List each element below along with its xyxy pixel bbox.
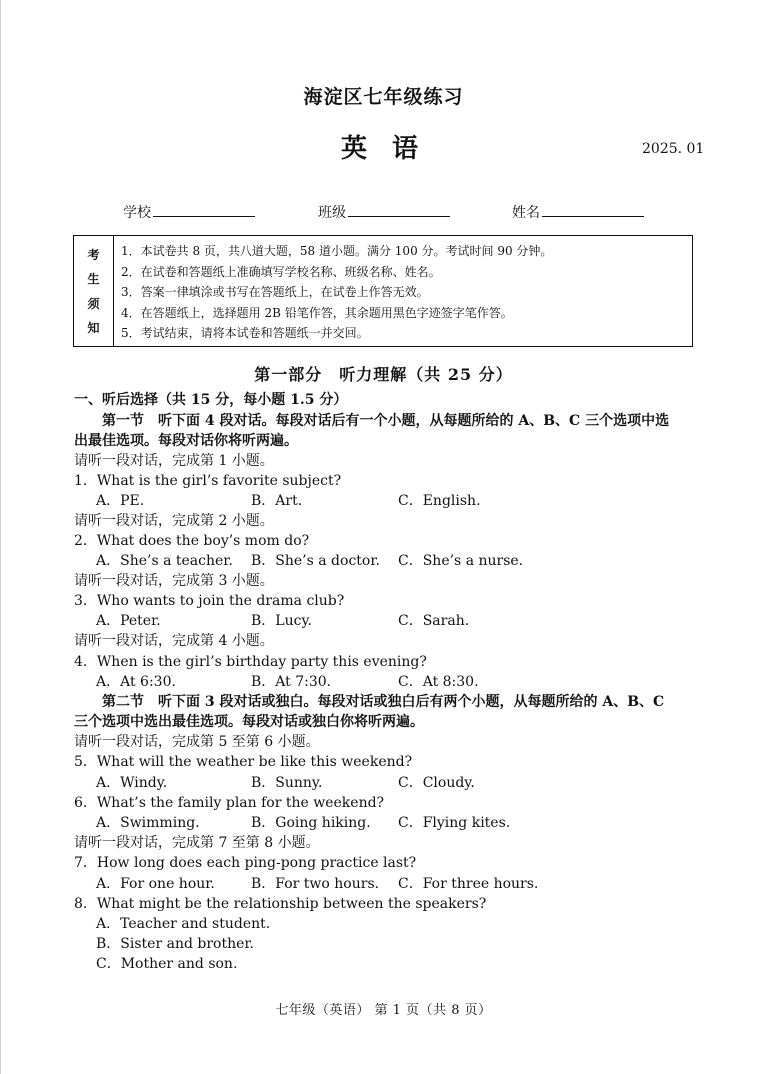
option-a[interactable]: A．Swimming. (96, 815, 200, 831)
notice-items (114, 236, 692, 346)
question-stem: 1．What is the girl’s favorite subject? (74, 473, 342, 489)
option-a[interactable]: A．At 6:30. (96, 674, 176, 690)
notice-item: 2．在试卷和答题纸上准确填写学校名称、班级名称、姓名。 (121, 264, 441, 279)
option-c[interactable]: C．Mother and son. (96, 956, 238, 972)
option-b[interactable]: B．Sunny. (251, 775, 323, 791)
question-stem: 5．What will the weather be like this weekend? (74, 754, 413, 770)
part1-title: 第一部分 听力理解（共 25 分） (254, 365, 513, 384)
notice-label-char: 生 (87, 272, 100, 287)
notice-label (74, 236, 114, 346)
question-stem: 2．What does the boy’s mom do? (74, 533, 310, 549)
exam-date: 2025. 01 (642, 141, 705, 157)
instruction-q5-6: 请听一段对话，完成第 5 至第 6 小题。 (74, 734, 320, 750)
option-c[interactable]: C．She’s a nurse. (398, 553, 524, 569)
option-b[interactable]: B．Lucy. (251, 613, 312, 629)
student-info-row (1, 202, 765, 224)
instruction-q2: 请听一段对话，完成第 2 小题。 (74, 513, 274, 529)
class-blank[interactable] (348, 202, 450, 217)
notice-label-char: 须 (87, 296, 100, 311)
option-a[interactable]: A．PE. (96, 493, 145, 509)
question-stem: 6．What’s the family plan for the weekend? (74, 795, 385, 811)
option-a[interactable]: A．Windy. (96, 775, 168, 791)
question-stem: 3．Who wants to join the drama club? (74, 593, 345, 609)
notice-item: 1．本试卷共 8 页，共八道大题，58 道小题。满分 100 分。考试时间 90 分钟。 (121, 244, 553, 258)
school-field[interactable] (123, 202, 255, 222)
option-a[interactable]: A．For one hour. (96, 876, 215, 892)
option-b[interactable]: B．At 7:30. (251, 674, 332, 690)
option-a[interactable]: A．Peter. (96, 613, 161, 629)
instruction-q4: 请听一段对话，完成第 4 小题。 (74, 633, 274, 649)
school-blank[interactable] (153, 202, 255, 217)
option-c[interactable]: C．At 8:30. (398, 674, 479, 690)
option-a[interactable]: A．She’s a teacher. (96, 553, 233, 569)
option-c[interactable]: C．For three hours. (398, 876, 539, 892)
notice-item: 3．答案一律填涂或书写在答题纸上，在试卷上作答无效。 (121, 285, 429, 299)
section1-line2: 出最佳选项。每段对话你将听两遍。 (74, 433, 298, 449)
option-a[interactable]: A．Teacher and student. (96, 916, 271, 932)
notice-item: 5．考试结束，请将本试卷和答题纸一并交回。 (121, 326, 369, 340)
notice-label-char: 考 (87, 247, 100, 262)
option-b[interactable]: B．Sister and brother. (96, 936, 254, 952)
option-b[interactable]: B．Going hiking. (251, 815, 371, 831)
notice-label-char: 知 (87, 321, 100, 336)
option-b[interactable]: B．For two hours. (251, 876, 380, 892)
section1-line1: 第一节 听下面 4 段对话。每段对话后有一个小题，从每题所给的 A、B、C 三个选项中选 (102, 413, 670, 429)
section2-line1: 第二节 听下面 3 段对话或独白。每段对话或独白后有两个小题，从每题所给的 A、B、C (102, 694, 665, 710)
instruction-q7-8: 请听一段对话，完成第 7 至第 8 小题。 (74, 835, 320, 851)
subject-title: 英 语 (340, 134, 427, 164)
candidate-notice-box (73, 235, 693, 347)
option-b[interactable]: B．She’s a doctor. (251, 553, 380, 569)
school-label: 学校 (123, 205, 151, 221)
notice-item: 4．在答题纸上，选择题用 2B 铅笔作答，其余题用黑色字迹签字笔作答。 (121, 305, 513, 320)
class-label: 班级 (318, 205, 346, 221)
question-stem: 8．What might be the relationship between the speakers? (74, 896, 487, 912)
option-c[interactable]: C．Cloudy. (398, 775, 475, 791)
name-blank[interactable] (542, 202, 644, 217)
question-stem: 7．How long does each ping-pong practice last? (74, 855, 417, 871)
section2-line2: 三个选项中选出最佳选项。每段对话或独白你将听两遍。 (74, 714, 424, 730)
instruction-q3: 请听一段对话，完成第 3 小题。 (74, 573, 274, 589)
name-field[interactable] (512, 202, 644, 222)
name-label: 姓名 (512, 205, 540, 221)
option-b[interactable]: B．Art. (251, 493, 303, 509)
part1-heading: 一、听后选择（共 15 分，每小题 1.5 分） (74, 392, 348, 408)
option-c[interactable]: C．Flying kites. (398, 815, 511, 831)
instruction-q1: 请听一段对话，完成第 1 小题。 (74, 453, 274, 469)
exam-title: 海淀区七年级练习 (303, 86, 464, 108)
page-footer: 七年级（英语） 第 1 页（共 8 页） (275, 1003, 492, 1018)
class-field[interactable] (318, 202, 450, 222)
question-stem: 4．When is the girl’s birthday party this evening? (74, 654, 427, 670)
option-c[interactable]: C．Sarah. (398, 613, 470, 629)
option-c[interactable]: C．English. (398, 493, 481, 509)
